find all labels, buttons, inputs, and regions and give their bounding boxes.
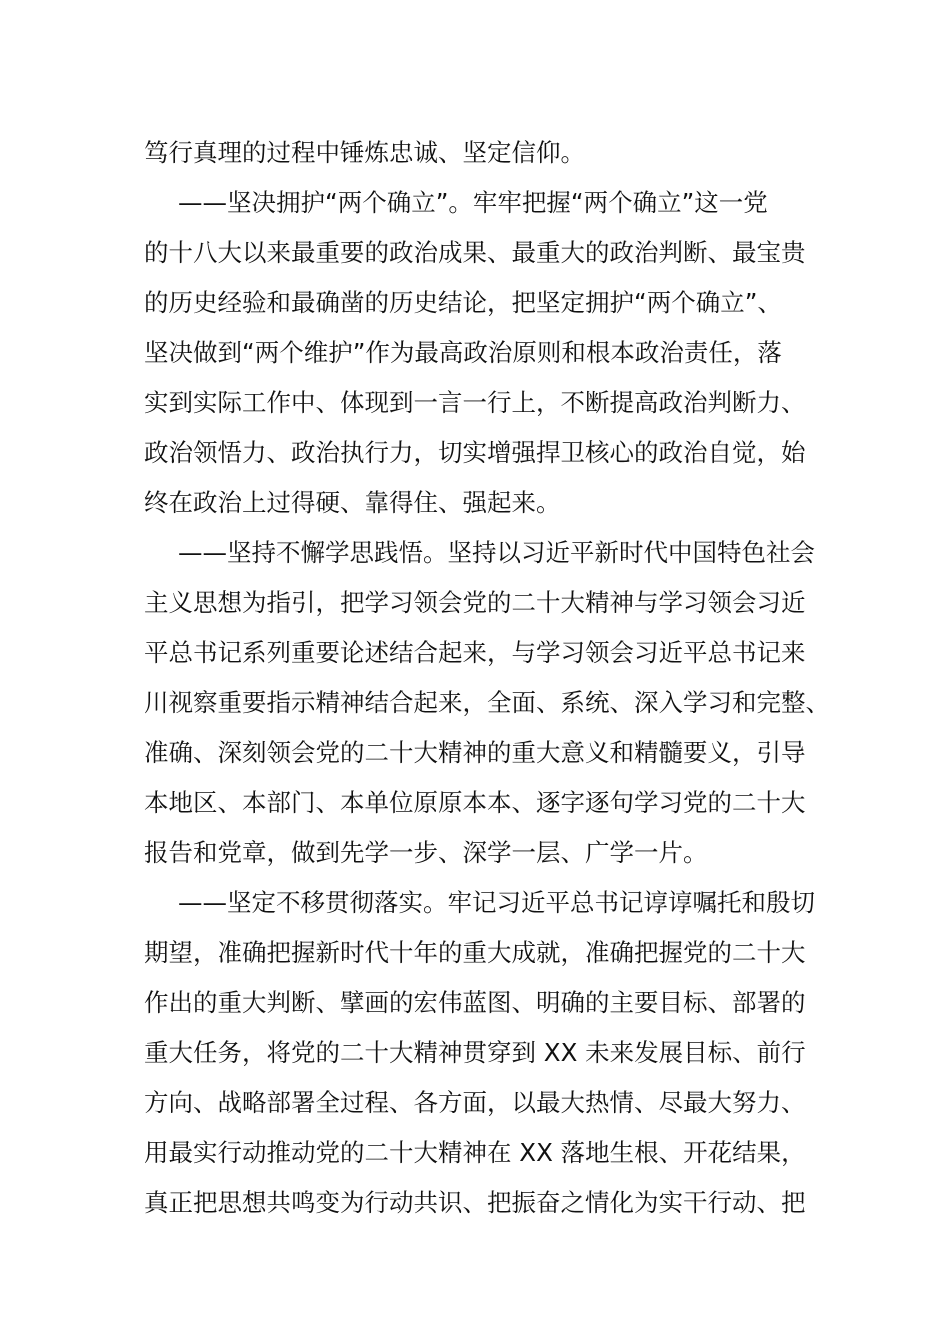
text-line: 的历史经验和最确凿的历史结论，把坚定拥护“两个确立”、 <box>144 288 782 317</box>
text-line: 真正把思想共鸣变为行动共识、把振奋之情化为实干行动、把 <box>144 1188 806 1217</box>
body-text <box>144 128 830 1228</box>
text-line: 作出的重大判断、擘画的宏伟蓝图、明确的主要目标、部署的 <box>144 988 806 1017</box>
text-line: 实到实际工作中、体现到一言一行上，不断提高政治判断力、 <box>144 388 806 417</box>
text-line: 政治领悟力、政治执行力，切实增强捍卫核心的政治自觉，始 <box>144 438 806 467</box>
text-line: 报告和党章，做到先学一步、深学一层、广学一片。 <box>144 838 708 867</box>
text-line: 重大任务，将党的二十大精神贯穿到 XX 未来发展目标、前行 <box>144 1038 806 1067</box>
paragraph-start-line: ——坚定不移贯彻落实。牢记习近平总书记谆谆嘱托和殷切 <box>178 888 815 917</box>
text-line: 终在政治上过得硬、靠得住、强起来。 <box>144 488 561 517</box>
paragraph-start-line: ——坚持不懈学思践悟。坚持以习近平新时代中国特色社会 <box>178 538 815 567</box>
text-line: 川视察重要指示精神结合起来，全面、系统、深入学习和完整、 <box>144 688 830 717</box>
text-line: 准确、深刻领会党的二十大精神的重大意义和精髓要义，引导 <box>144 738 806 767</box>
text-line: 本地区、本部门、本单位原原本本、逐字逐句学习党的二十大 <box>144 788 806 817</box>
text-line: 坚决做到“两个维护”作为最高政治原则和根本政治责任，落 <box>144 338 782 367</box>
text-line: 平总书记系列重要论述结合起来，与学习领会习近平总书记来 <box>144 638 806 667</box>
text-line: 用最实行动推动党的二十大精神在 XX 落地生根、开花结果， <box>144 1138 806 1167</box>
text-line: 的十八大以来最重要的政治成果、最重大的政治判断、最宝贵 <box>144 238 806 267</box>
text-line: 笃行真理的过程中锤炼忠诚、坚定信仰。 <box>144 138 585 167</box>
text-line: 主义思想为指引，把学习领会党的二十大精神与学习领会习近 <box>144 588 806 617</box>
paragraph-start-line: ——坚决拥护“两个确立”。牢牢把握“两个确立”这一党 <box>178 188 768 217</box>
text-line: 方向、战略部署全过程、各方面，以最大热情、尽最大努力、 <box>144 1088 806 1117</box>
text-line: 期望，准确把握新时代十年的重大成就，准确把握党的二十大 <box>144 938 806 967</box>
